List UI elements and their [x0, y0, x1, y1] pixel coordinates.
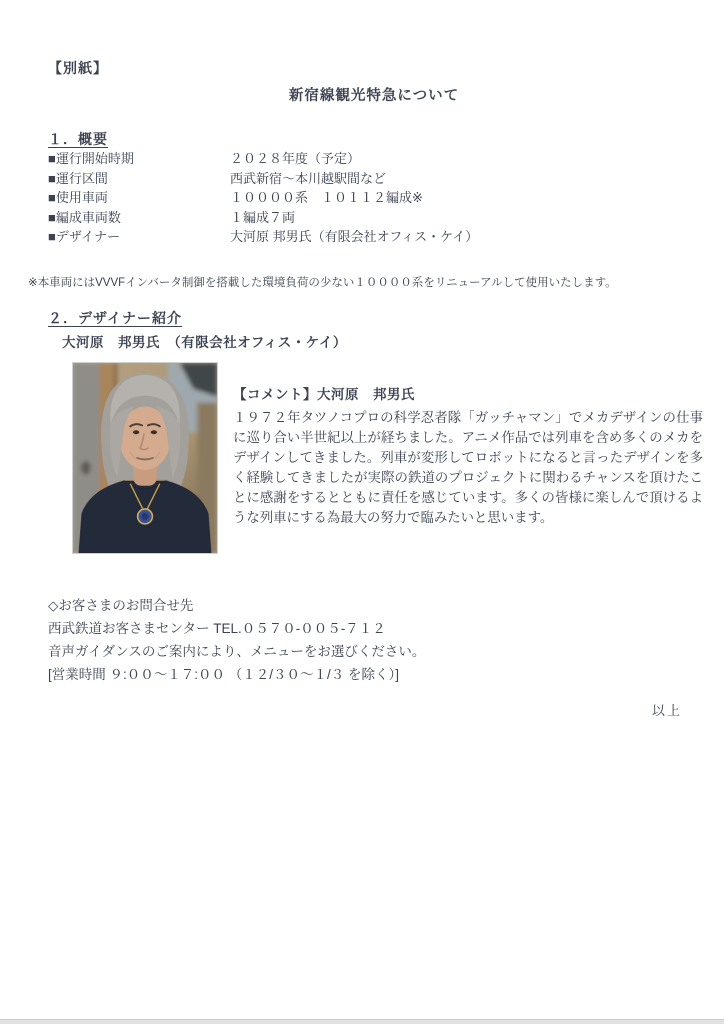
- overview-label: ■使用車両: [48, 190, 108, 205]
- closing-ijou-label: 以上: [651, 703, 682, 718]
- overview-value: 西武新宿～本川越駅間など: [230, 170, 387, 186]
- section-overview-heading: １．概要: [48, 131, 108, 147]
- section-designer-heading: ２．デザイナー紹介: [48, 310, 183, 326]
- contact-guidance-line: 音声ガイダンスのご案内により、メニューをお選びください。: [48, 644, 426, 659]
- page-title: 新宿線観光特急について: [288, 88, 460, 104]
- overview-row-designer: [48, 227, 668, 247]
- overview-value: ２０２８年度（予定）: [230, 151, 361, 166]
- overview-label: ■運行区間: [48, 170, 108, 186]
- contact-heading: ◇お客さまのお問合せ先: [48, 598, 194, 613]
- designer-comment-block: [233, 384, 703, 528]
- designer-name-line: 大河原 邦男氏 （有限会社オフィス・ケイ）: [62, 335, 347, 350]
- contact-phone-line: 西武鉄道お客さまセンター TEL.０５７０-００５-７１２: [48, 621, 386, 636]
- customer-contact-block: [48, 594, 648, 686]
- overview-row-route: [48, 169, 668, 189]
- overview-row-start-date: [48, 149, 668, 169]
- page-bottom-edge: [0, 1019, 724, 1024]
- rolling-stock-footnote: ※本車両にはVVVFインバータ制御を搭載した環境負荷の少ない１００００系をリニューアルして使用いたします。: [28, 277, 617, 289]
- designer-portrait-illustration: [73, 363, 217, 553]
- overview-value: １００００系 １０１１２編成※: [230, 190, 423, 205]
- contact-hours-line: [営業時間 ９:００～１７:００ （１２/３０～１/３ を除く）]: [48, 667, 400, 682]
- overview-label: ■編成車両数: [48, 209, 121, 225]
- overview-label: ■運行開始時期: [48, 151, 134, 166]
- overview-value: １編成７両: [230, 209, 296, 225]
- comment-heading: 【コメント】大河原 邦男氏: [233, 387, 415, 402]
- designer-portrait-photo: [72, 362, 218, 554]
- overview-label: ■デザイナー: [48, 229, 120, 244]
- overview-value: 大河原 邦男氏（有限会社オフィス・ケイ）: [230, 229, 479, 244]
- overview-row-car-count: [48, 208, 668, 228]
- overview-row-rolling-stock: [48, 188, 668, 208]
- attachment-label: 【別紙】: [48, 60, 108, 76]
- overview-spec-list: [48, 149, 668, 247]
- comment-body-text: １９７２年タツノコプロの科学忍者隊「ガッチャマン」でメカデザインの仕事に巡り合い半世紀以上が経ちました。アニメ作品では列車を含め多くのメカをデザインしてきました。列車が変形してロボットになると言ったデザインを多く経験してきましたが実際の鉄道のプロジェクトに関わるチャンスを頂けたことに感謝をするとともに責任を感じています。多くの皆様に楽しんで頂けるような列車にする為最大の努力で臨みたいと思います。: [233, 410, 703, 525]
